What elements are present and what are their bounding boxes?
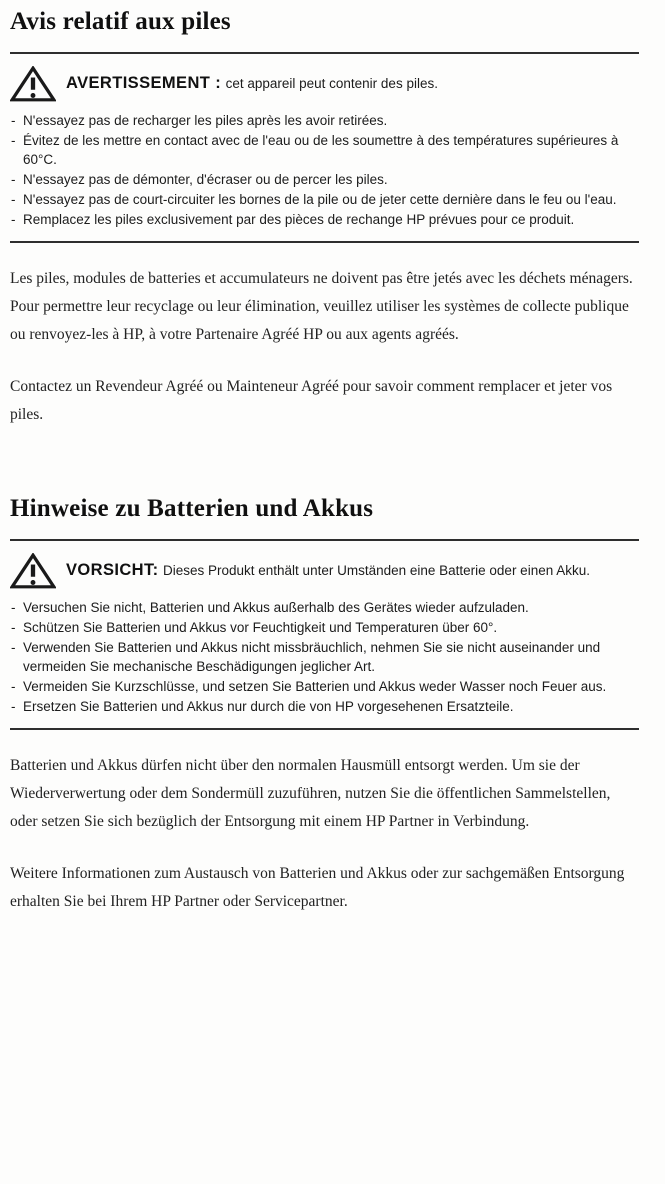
warning-block [10, 541, 639, 728]
warning-bullet-item: - Versuchen Sie nicht, Batterien und Akkus außerhalb des Gerätes wieder aufzuladen. [10, 598, 639, 617]
divider-rule [10, 241, 639, 243]
warning-bullet-item: - Ersetzen Sie Batterien und Akkus nur durch die von HP vorgesehenen Ersatzteile. [10, 697, 639, 716]
warning-triangle-icon [10, 553, 56, 589]
warning-header [10, 552, 639, 588]
warning-bullet-list [10, 111, 639, 229]
divider-rule [10, 728, 639, 730]
warning-bullet-item: - N'essayez pas de démonter, d'écraser ou de percer les piles. [10, 170, 639, 189]
warning-header [10, 65, 639, 101]
section-heading: Hinweise zu Batterien und Akkus [10, 495, 374, 522]
body-paragraph: Batterien und Akkus dürfen nicht über den normalen Hausmüll entsorgt werden. Um sie der Wiederverwertung oder dem Sondermüll zuzuführen, nutzen Sie die öffentlichen Sammelstellen, oder setzen Sie sich bezüglich der Entsorgung mit einem HP Partner in Verbindung. [10, 757, 611, 830]
warning-bullet-item: - N'essayez pas de court-circuiter les bornes de la pile ou de jeter cette dernière dans le feu ou l'eau. [10, 190, 639, 209]
warning-bullet-item: - Évitez de les mettre en contact avec de l'eau ou de les soumettre à des températures supérieures à 60°C. [10, 131, 639, 169]
body-paragraph: Weitere Informationen zum Austausch von Batterien und Akkus oder zur sachgemäßen Entsorgung erhalten Sie bei Ihrem HP Partner oder Servicepartner. [10, 865, 625, 910]
body-paragraph: Les piles, modules de batteries et accumulateurs ne doivent pas être jetés avec les déchets ménagers. Pour permettre leur recyclage ou leur élimination, veuillez utiliser les systèmes de collecte publique ou renvoyez-les à HP, à votre Partenaire Agréé HP ou aux agents agréés. [10, 270, 633, 343]
warning-label: AVERTISSEMENT : [66, 74, 222, 92]
body-paragraph: Contactez un Revendeur Agréé ou Mainteneur Agréé pour savoir comment remplacer et jeter vos piles. [10, 378, 613, 423]
page-title: Avis relatif aux piles [10, 8, 231, 35]
warning-bullet-item: - Vermeiden Sie Kurzschlüsse, und setzen Sie Batterien und Akkus weder Wasser noch Feuer aus. [10, 677, 639, 696]
section-battery-notice-german [10, 495, 639, 916]
warning-bullet-list [10, 598, 639, 716]
warning-label: VORSICHT: [66, 561, 159, 579]
warning-text: cet appareil peut contenir des piles. [225, 76, 438, 91]
warning-bullet-item: - N'essayez pas de recharger les piles après les avoir retirées. [10, 111, 639, 130]
section-battery-notice-french [10, 8, 639, 429]
warning-text: Dieses Produkt enthält unter Umständen eine Batterie oder einen Akku. [162, 563, 590, 578]
warning-bullet-item: - Schützen Sie Batterien und Akkus vor Feuchtigkeit und Temperaturen über 60°. [10, 618, 639, 637]
warning-block [10, 54, 639, 241]
warning-bullet-item: - Verwenden Sie Batterien und Akkus nicht missbräuchlich, nehmen Sie sie nicht auseinander und vermeiden Sie mechanische Beschädigungen jeglicher Art. [10, 638, 639, 676]
warning-bullet-item: - Remplacez les piles exclusivement par des pièces de rechange HP prévues pour ce produit. [10, 210, 639, 229]
warning-triangle-icon [10, 66, 56, 102]
